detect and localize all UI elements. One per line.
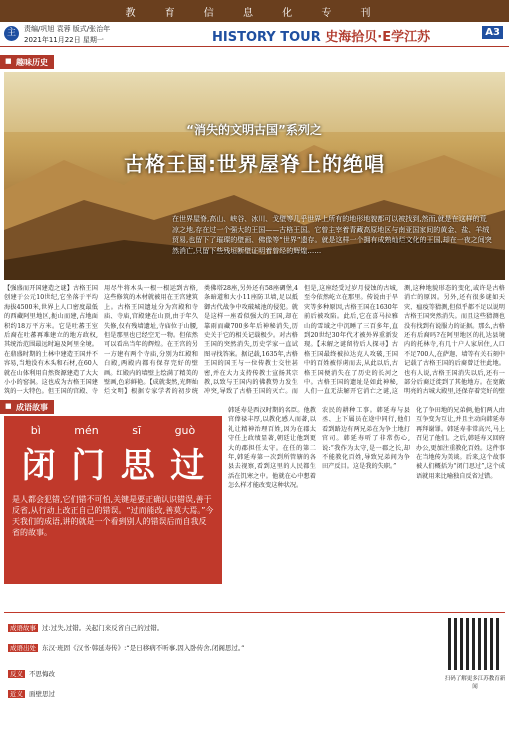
- tag-synonym: 近义: [10, 690, 23, 698]
- page-number: A3: [482, 26, 503, 39]
- idiom-story-column-1: 韩延寿是西汉时期的名臣。他教官俸禄丰厚,以教化感人而著,以礼让精神治理百姓,因为在郡太守任上政绩显著,朝廷让他到更大的郡担任太守。在任的第二年,韩延寿第一次到所管辖的各县去视察,看到这里的人民都生活在饥寒之中。他就在心中想着怎么样才能改变这种状况。: [228, 407, 316, 490]
- top-band-title: 教 育 信 息 化 专 刊: [125, 8, 384, 19]
- article-column-1: 【强盛而开国建造之谜】古格王国创建于公元10世纪,它坐落于平均海拔4500米,世界上人口密度最低的西藏阿里地区,扼山而建,占地面积约18万平方米。它是吐蕃王室后裔在吐蕃再难建立的地方政权,其统治范围最远时遍及阿里全境。在鼎盛时期的土林中建造王国并不容易,当地没有木头和石材,在60人就在山体利用自然资源建造了大大小小的窑洞。这也成为古格王国建筑的一大特色。但王国的宫殿、寺: [4, 285, 98, 396]
- column-title-en: HISTORY TOUR: [212, 30, 321, 45]
- section-label-idiom: ■ 成语故事: [0, 400, 54, 414]
- footer-row-synonym: [8, 689, 55, 698]
- idiom-story-column-2: 农民的耕种工事。韩延寿与县丞、上下属员在途中同行,他们看到路边有两兄弟在为争土地打官司。韩延寿听了非常伤心,说:“我作为太守,是一郡之长,却不能教化百姓,导致兄弟间为争田产反目。这是我的失职。”: [322, 407, 410, 471]
- article-column-2: 用尽牛将木头一根一根运到古格,这些修筑的木材就被用在王宫建筑上。古格王国遗址分为宫殿和寺庙、寺庙,宫殿建在山顶,由于年久失修,仅有残墙遗址,寺庙位于山腰,但是那里也已经空无一物。但依然可以看出当年的辉煌。在王宫的另一方建有两个寺庙,分别为红殿和白殿,两殿内都有保存完好的壁画。红殿内的墙壁上绘满了精美的壁画,色彩鲜艳。【成就斐然,光辉灿烂文明】根据专家学者的初步统: [104, 285, 198, 396]
- series-subtitle: “消失的文明古国”系列之: [186, 123, 322, 137]
- newspaper-logo-icon: 主: [4, 26, 19, 41]
- idiom-story-column-3: 化了争田地的兄弟俩,他们两人由互争变为互让,并且主动向韩延寿再拜谢罪。韩延寿非常高兴,马上召见了他们。之后,韩延寿又回府办公,更加注重教化百姓。这件事在当地传为美谈。后来,这个故事被人们概括为“闭门思过”,这个成语就用来比喻独自反省过错。: [416, 407, 505, 480]
- idiom-card: [4, 416, 222, 584]
- footer-row-meaning: [8, 623, 438, 632]
- tag-meaning: 成语故事: [10, 624, 36, 632]
- article-column-3: 类佛塔28座,另外还有58座碉堡,4条暗道和大小11座防卫墙,足以抵御古代战争中攻破城池的侵犯。就是这样一座看似强大的王国,却在靠雨而藏700多年后神秘消失,历史关于它的相关记载极少。对古格王国的突然消失,历史学家一直试图寻找答案。据记载,1635年,古格王国的国王与一位传教士交往甚密,并在大力支持传教士宣扬其宗教,以致与王国内的佛教势力发生冲突,导致了古格王国的灭亡。而: [204, 285, 298, 396]
- pinyin-2: mén: [74, 424, 99, 437]
- article-column-4: 但是,这座经受过岁月侵蚀的古城,至今依然屹立在那里。传说由于旱灾等多种原因,古格王国在1630年前后被攻陷。此后,它在喜马拉雅山的雪域之中沉睡了三百多年,直到20世纪30年代才被外界重新发现。【未解之谜留待后人探寻】古格王国最终被拉达克人攻破,王国中的百姓被俘虏而去,从此以后,古格王国便消失在了历史的长河之中。古格王国的遗址是如此神秘,人们一直无法解开它消亡之谜,这: [304, 285, 398, 396]
- pinyin-3: sī: [132, 424, 142, 437]
- synonym-text: 面壁思过: [29, 690, 55, 698]
- issue-date: 2021年11月22日 星期一: [24, 36, 104, 44]
- qr-code-icon[interactable]: [448, 618, 500, 670]
- char-1: 闭: [21, 446, 56, 486]
- antonym-text: 不思悔改: [29, 670, 55, 678]
- pinyin-1: bì: [30, 424, 41, 437]
- char-3: 思: [120, 446, 155, 486]
- footer-row-antonym: [8, 669, 55, 678]
- qr-caption: 扫码了解更多江苏教育新闻: [444, 676, 506, 690]
- footer-row-source: [8, 643, 438, 652]
- pinyin-4: guò: [174, 424, 196, 437]
- source-text: 东汉·班固《汉书·韩延寿传》:“是日移病不听事,因入卧传舍,闭阁思过。”: [42, 644, 245, 652]
- article-column-5: 测,这种地貌形态的变化,或许是古格消亡的原因。另外,还有很多谜如天灾、瘟疫等猜测,但似乎都不足以说明古格王国突然消失。而且这些猜测也没有找到有说服力的证据。那么,古格还有后裔吗?在阿里地区的扎达县境内的托林寺,有几十户人家居住,人口不足700人,在萨迦、墙等有关石刻中记载了古格王国的后裔曾迁往此地。也有人说,古格王国消失以后,还有一部分后裔迁徙到了其他地方。在宽敞明亮的古城大殿里,还保存着完好的壁: [404, 285, 505, 396]
- meaning-text: 过:过失,过错。关起门来反省自己的过错。: [42, 624, 164, 632]
- idiom-pinyin: [14, 424, 212, 437]
- idiom-intro: 是人都会犯错,它们错不可怕,关键是要正确认识错误,善于反省,从行动上改正自己的错误。“过而能改,善莫大焉。”今天我们的成语,讲的就是一个看到别人的错误后而自我反省的故事。: [12, 495, 214, 537]
- feature-lead: 在世界屋脊,高山、峡谷、冰川、戈壁等几乎世界上所有的地形地貌都可以被找到,然而,就是在这样的荒凉之地,存在过一个强大的王国——古格王国。它曾主宰着青藏高原地区与南亚国家间的黄金、盐、羊绒贸易,也留下了璀璨的壁画、佛像等“世界”遗存。就是这样一个拥有成熟灿烂文化的王国,却在一夜之间突然消亡,只留下些残垣断壁证明着曾经的辉煌……: [172, 215, 492, 255]
- tag-antonym: 反义: [10, 670, 23, 678]
- char-2: 门: [71, 446, 106, 486]
- char-4: 过: [170, 446, 205, 486]
- editors: 责编/巩旭 袁蓉 版式/张治年: [24, 25, 111, 33]
- hero-image: [4, 72, 505, 280]
- masthead: [0, 22, 509, 47]
- feature-headline: 古格王国:世界屋脊上的绝唱: [124, 152, 385, 176]
- idiom-characters: [14, 438, 212, 487]
- section-label-history: ■ 趣味历史: [0, 55, 54, 69]
- column-title: [212, 26, 430, 45]
- column-title-cn: 史海拾贝·E学江苏: [325, 30, 431, 45]
- top-band: [0, 0, 509, 22]
- tag-source: 成语出处: [10, 644, 36, 652]
- idiom-footer: [4, 612, 505, 734]
